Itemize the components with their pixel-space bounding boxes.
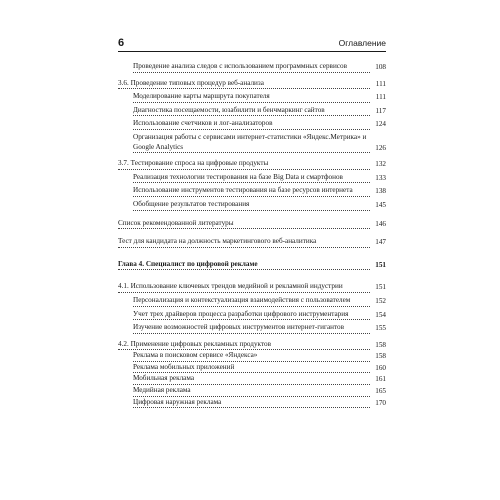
toc-entry-title: Использование инструментов тестирования на базе ресурсов интернета bbox=[133, 186, 370, 197]
toc-entry bbox=[118, 62, 386, 73]
toc-entry-title: Глава 4. Специалист по цифровой рекламе bbox=[118, 260, 370, 271]
toc-entry bbox=[118, 92, 386, 103]
toc-entry-page: 155 bbox=[375, 324, 386, 333]
toc-entry-page: 108 bbox=[375, 63, 386, 71]
toc-entry-title: 3.7. Тестирование спроса на цифровые продукты bbox=[118, 159, 370, 170]
toc-entry bbox=[118, 106, 386, 117]
toc-entry bbox=[118, 386, 386, 397]
toc-entry-page: 152 bbox=[375, 296, 386, 305]
toc-entry bbox=[118, 200, 386, 211]
toc-entry bbox=[118, 310, 386, 321]
toc-entry-title: Проведение анализа следов с использованием программных сервисов bbox=[133, 62, 370, 73]
toc-entry-page: 111 bbox=[375, 93, 386, 102]
toc-entry-page: 161 bbox=[375, 375, 386, 384]
toc-entry-page: 151 bbox=[375, 260, 386, 269]
toc-entry-page: 154 bbox=[375, 310, 386, 319]
toc-entry-title: Реклама мобильных приложений bbox=[133, 363, 370, 374]
toc-entry-page: 133 bbox=[375, 173, 386, 182]
toc-entry-title: Персонализация и контекстуализация взаимодействия с пользователем bbox=[133, 296, 370, 307]
toc-entry-page: 145 bbox=[375, 200, 386, 209]
toc-entry-title: Моделирование карты маршрута покупателя bbox=[133, 92, 370, 103]
toc-entry-page: 111 bbox=[375, 79, 386, 88]
toc-entry bbox=[118, 79, 386, 90]
toc-entry-page: 147 bbox=[375, 238, 386, 247]
toc-entry bbox=[118, 296, 386, 307]
toc-entry bbox=[118, 186, 386, 197]
header-rule bbox=[118, 51, 386, 52]
toc-entry-title: Обобщение результатов тестирования bbox=[133, 200, 370, 211]
toc-entry-title: Мобильная реклама bbox=[133, 374, 370, 385]
page-number: 6 bbox=[118, 37, 125, 49]
toc-entry-title: Реализация технологии тестирования на базе Big Data и смартфонов bbox=[133, 173, 370, 184]
toc-entry bbox=[118, 159, 386, 170]
toc-entry-title: Цифровая наружная реклама bbox=[133, 398, 370, 409]
toc-entry bbox=[118, 219, 386, 230]
toc-entry-title: 3.6. Проведение типовых процедур веб-анализа bbox=[118, 79, 370, 90]
running-title: Оглавление bbox=[338, 38, 386, 48]
toc-entry-page: 160 bbox=[375, 363, 386, 372]
toc-entry-title: Изучение возможностей цифровых инструментов интернет-гигантов bbox=[133, 323, 370, 334]
toc-entry bbox=[118, 351, 386, 362]
toc-entry-page: 158 bbox=[375, 352, 386, 361]
toc-entry-title: Диагностика посещаемости, юзабилити и бенчмаркинг сайтов bbox=[133, 106, 370, 117]
toc-entry bbox=[118, 323, 386, 334]
toc-entry-page: 132 bbox=[375, 160, 386, 169]
toc-entry bbox=[118, 173, 386, 184]
toc-entry bbox=[118, 398, 386, 409]
toc-entry-title: Тест для кандидата на должность маркетингового веб-аналитика bbox=[118, 237, 370, 248]
toc-entry bbox=[118, 237, 386, 248]
toc-entry-page: 158 bbox=[375, 340, 386, 349]
toc-entry-title: Список рекомендованной литературы bbox=[118, 219, 370, 230]
toc-entry bbox=[118, 340, 386, 351]
toc-entry-page: 146 bbox=[375, 219, 386, 228]
toc-entry bbox=[118, 282, 386, 293]
toc-entry-page: 124 bbox=[375, 120, 386, 129]
toc-chapter-entry bbox=[118, 260, 386, 271]
toc-entry bbox=[118, 363, 386, 374]
toc-entry-title: Учет трех драйверов процесса разработки цифрового инструментария bbox=[133, 310, 370, 321]
toc-entry-page: 138 bbox=[375, 187, 386, 196]
toc-entry-title: Медийная реклама bbox=[133, 386, 370, 397]
toc-entry bbox=[118, 119, 386, 130]
toc-entry-page: 126 bbox=[375, 143, 386, 152]
toc-entry-page: 165 bbox=[375, 387, 386, 396]
page-header bbox=[118, 37, 386, 53]
toc-entry-page: 151 bbox=[375, 283, 386, 292]
toc-entry bbox=[118, 374, 386, 385]
toc-entry bbox=[118, 133, 386, 153]
toc-entry-title: 4.1. Использование ключевых трендов медийной и рекламной индустрии bbox=[118, 282, 370, 293]
toc-entry-page: 117 bbox=[375, 106, 386, 115]
toc-entry-title: Реклама в поисковом сервисе «Яндекса» bbox=[133, 351, 370, 362]
toc-entry-title: Организация работы с сервисами интернет-статистики «Яндекс.Метрика» и Google Analytics bbox=[133, 133, 370, 153]
toc-entry-title: Использование счетчиков и лог-анализаторов bbox=[133, 119, 370, 130]
toc-entry-page: 170 bbox=[375, 398, 386, 407]
table-of-contents bbox=[118, 58, 386, 408]
toc-entry-title: 4.2. Применение цифровых рекламных продуктов bbox=[118, 340, 370, 351]
